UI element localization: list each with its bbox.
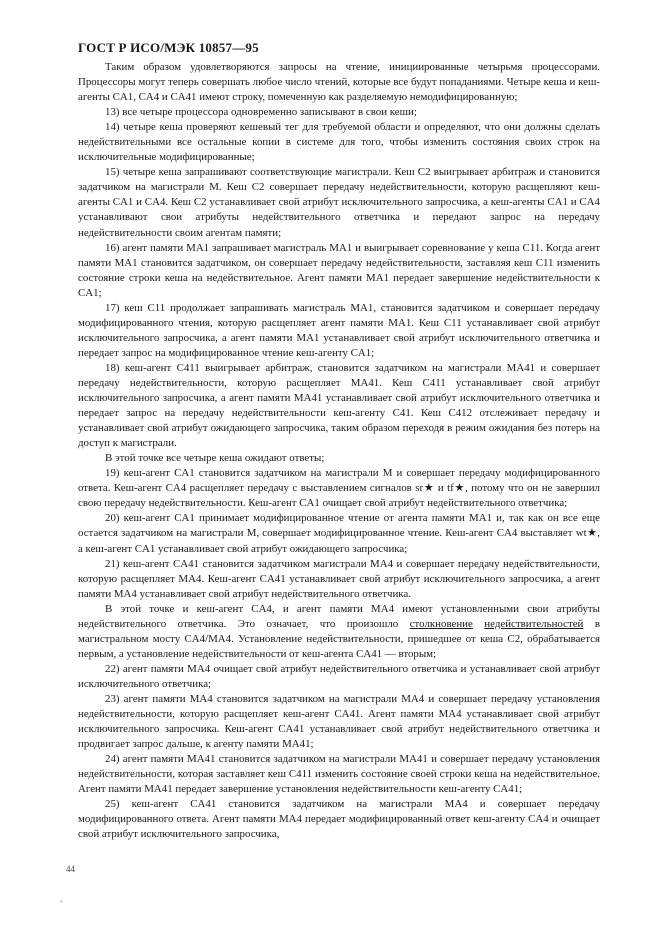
paragraph: 14) четыре кеша проверяют кешевый тег для требуемой области и определяют, что они должны сделать недействительными все остальные копии в системе для того, чтобы изменить состояния своих строк на исключительные модифицированные; [78, 121, 600, 164]
paragraph: 15) четыре кеша запрашивают соответствующие магистрали. Кеш C2 выигрывает арбитраж и становится задатчиком на магистрали M. Кеш C2 совершает передачу недействительности, которую расщепляют кеш-агенты CA1 и CA4. Кеш C2 устанавливает свой атрибут исключительного запросчика, а кеш-агенты CA1 и CA4 устанавливают свои атрибуты недействительного ответчика и передают запрос на передачу недействительности своим агентам памяти; [78, 166, 600, 239]
paragraph: 25) кеш-агент CA41 становится задатчиком на магистрали MA4 и совершает передачу модифицированного ответа. Агент памяти MA4 передает модифицированный ответ кеш-агенту CA4 и очищает свой атрибут исключительного запросчика, [78, 798, 600, 841]
paragraph: 13) все четыре процессора одновременно записывают в свои кеши; [105, 106, 417, 119]
paragraph: 24) агент памяти MA41 становится задатчиком на магистрали MA41 и совершает передачу установления недействительности, которая заставляет кеш C411 изменить состояние своей строки кеша на недействительное. Агент памяти MA41 передает завершение установления недействительности кеш-агенту CA41; [78, 753, 600, 796]
text-span [473, 618, 484, 630]
footer-mark: - [60, 897, 63, 906]
text-span: В этой точке и кеш-агент CA4, и агент памяти MA4 имеют установленными свои атрибуты недействительного ответчика. Это означает, что произошло [78, 602, 600, 630]
paragraph: Таким образом удовлетворяются запросы на чтение, инициированные четырьмя процессорами. Процессоры могут теперь совершать любое число чтений, которые все будут попаданиями. Четыре кеша и кеш-агенты CA1, CA4 и CA41 имеют строку, помеченную как разделяемую немодифицированную; [78, 61, 600, 104]
underlined-term: недействительностей [484, 617, 584, 630]
paragraph: 18) кеш-агент C411 выигрывает арбитраж, становится задатчиком на магистрали MA41 и совершает передачу недействительности, которую расщепляет MA41. Кеш C411 устанавливает свой атрибут исключительного запросчика, а агент памяти MA41 устанавливает свой атрибут исключительного ответчика и передает запрос на передачу недействительности кеш-агенту C41. Кеш C412 отслеживает передачу и устанавливает свой атрибут ожидающего запросчика, таким образом переходя в режим ожидания без потерь на доступ к магистрали. [78, 361, 600, 450]
paragraph: 21) кеш-агент CA41 становится задатчиком магистрали MA4 и совершает передачу недействительности, которую расщепляет MA4. Кеш-агент CA41 устанавливает свой атрибут исключительного запросчика, а агент памяти MA4 устанавливает свой атрибут недействительного ответчика. [78, 557, 600, 600]
page-number: 44 [66, 864, 75, 874]
underlined-term: столкновение [409, 617, 473, 630]
paragraph: 23) агент памяти MA4 становится задатчиком на магистрали MA4 и совершает передачу установления недействительности, которую расщепляет кеш-агент CA41. Агент памяти MA4 устанавливает свой атрибут исключительного запросчика. Кеш-агент CA41 устанавливает свой атрибут недействительного ответчика и продвигает запрос дальше, к агенту памяти MA41; [78, 692, 600, 751]
text-span: в магистральном мосту CA4/MA4. Установление недействительности, пришедшее от кеша C2, обрабатывается первым, а установление недействительности от кеш-агента CA41 — вторым; [78, 617, 600, 660]
paragraph: 19) кеш-агент CA1 становится задатчиком на магистрали M и совершает передачу модифицированного ответа. Кеш-агент CA4 расщепляет передачу с выставлением сигналов sr★ и tf★, потому что он не завершил свою передачу недействительности. Кеш-агент CA1 очищает свой атрибут недействительного ответчика; [78, 467, 600, 510]
paragraph: 20) кеш-агент CA1 принимает модифицированное чтение от агента памяти MA1 и, так как он все еще остается задатчиком на магистрали M, совершает модифицированное чтение. Кеш-агент CA4 выставляет wt★, а кеш-агент CA1 устанавливает свой атрибут ожидающего запросчика; [78, 512, 600, 555]
paragraph: 22) агент памяти MA4 очищает свой атрибут недействительного ответчика и устанавливает свой атрибут исключительного ответчика; [78, 662, 600, 690]
paragraph-collision [78, 602, 600, 662]
paragraph: 17) кеш C11 продолжает запрашивать магистраль MA1, становится задатчиком и совершает передачу модифицированного чтения, которую расщепляет агент памяти MA1. Кеш C11 устанавливает свой атрибут исключительного запросчика, а агент памяти MA1 устанавливает свой атрибут исключительного ответчика и передает запрос на модифицированное чтение кеш-агенту CA1; [78, 301, 600, 359]
paragraph: 16) агент памяти MA1 запрашивает магистраль MA1 и выигрывает соревнование у кеша C11. Когда агент памяти MA1 становится задатчиком, он совершает передачу недействительности, заставляя кеш C11 изменить состояние строки кеша на недействительное. Агент памяти MA1 передает завершение недействительности к CA1; [78, 241, 600, 299]
document-body [78, 60, 600, 842]
paragraph: В этой точке все четыре кеша ожидают ответы; [105, 452, 325, 465]
document-header: ГОСТ Р ИСО/МЭК 10857—95 [78, 40, 259, 55]
